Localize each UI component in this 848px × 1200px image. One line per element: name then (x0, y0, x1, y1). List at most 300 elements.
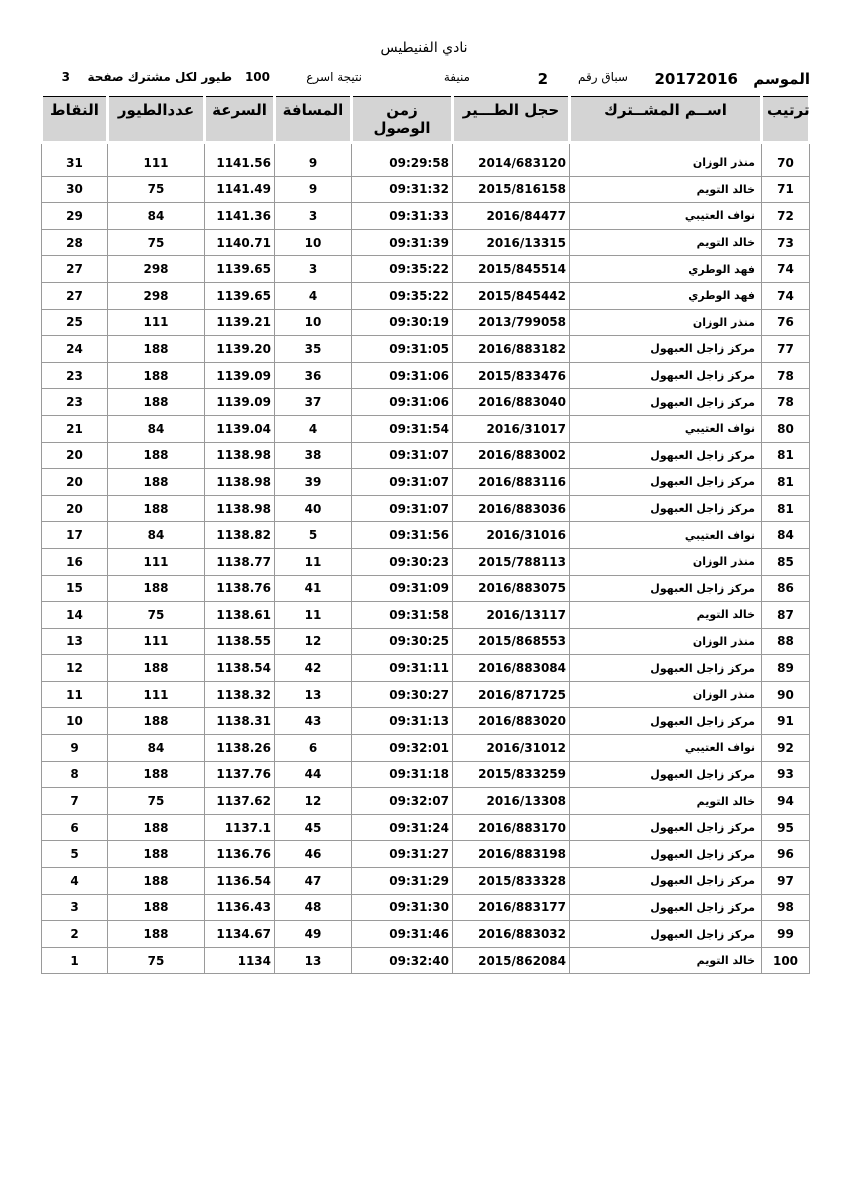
points-cell: 4 (42, 868, 108, 895)
season-label: الموسم (753, 70, 810, 88)
table-row (42, 602, 810, 629)
arrival-time-cell: 09:31:46 (352, 921, 453, 948)
points-cell: 17 (42, 522, 108, 549)
race-meta (40, 70, 810, 92)
rank-cell: 72 (762, 203, 810, 230)
arrival-time-cell: 09:31:05 (352, 336, 453, 363)
arrival-time-cell: 09:31:06 (352, 362, 453, 389)
speed-cell: 1136.76 (205, 841, 275, 868)
table-row (42, 681, 810, 708)
member-name-cell: مركز زاجل العبهول (570, 894, 762, 921)
bird-count-cell: 75 (108, 176, 205, 203)
speed-cell: 1138.98 (205, 442, 275, 469)
member-name-cell: مركز زاجل العبهول (570, 655, 762, 682)
col-points: النقاط (42, 97, 108, 143)
points-cell: 15 (42, 575, 108, 602)
ring-cell: 2015/788113 (453, 548, 570, 575)
race-number: 2 (537, 70, 548, 88)
rank-cell: 74 (762, 282, 810, 309)
points-cell: 20 (42, 442, 108, 469)
rank-cell: 96 (762, 841, 810, 868)
arrival-time-cell: 09:30:25 (352, 628, 453, 655)
arrival-time-cell: 09:31:32 (352, 176, 453, 203)
ring-cell: 2016/883040 (453, 389, 570, 416)
distance-cell: 39 (275, 469, 352, 496)
bird-count-cell: 75 (108, 788, 205, 815)
ring-cell: 2016/13308 (453, 788, 570, 815)
table-row (42, 442, 810, 469)
rank-cell: 98 (762, 894, 810, 921)
col-distance: المسافة (275, 97, 352, 143)
ring-cell: 2015/833476 (453, 362, 570, 389)
speed-cell: 1141.49 (205, 176, 275, 203)
bird-count-cell: 188 (108, 841, 205, 868)
bird-count-cell: 111 (108, 628, 205, 655)
rank-cell: 70 (762, 143, 810, 177)
member-name-cell: نواف العتيبي (570, 415, 762, 442)
member-name-cell: خالد التويم (570, 176, 762, 203)
ring-cell: 2015/833328 (453, 868, 570, 895)
arrival-time-cell: 09:32:01 (352, 735, 453, 762)
table-row (42, 868, 810, 895)
col-bird-count: عددالطيور (108, 97, 205, 143)
points-cell: 13 (42, 628, 108, 655)
speed-cell: 1141.56 (205, 143, 275, 177)
member-name-cell: منذر الوزان (570, 628, 762, 655)
arrival-time-cell: 09:31:54 (352, 415, 453, 442)
rank-cell: 87 (762, 602, 810, 629)
rank-cell: 90 (762, 681, 810, 708)
ring-cell: 2016/84477 (453, 203, 570, 230)
rank-cell: 91 (762, 708, 810, 735)
points-cell: 24 (42, 336, 108, 363)
speed-cell: 1138.77 (205, 548, 275, 575)
arrival-time-cell: 09:30:19 (352, 309, 453, 336)
speed-cell: 1136.54 (205, 868, 275, 895)
table-row (42, 143, 810, 177)
member-name-cell: نواف العتيبي (570, 735, 762, 762)
bird-count-cell: 188 (108, 362, 205, 389)
points-cell: 7 (42, 788, 108, 815)
rank-cell: 89 (762, 655, 810, 682)
distance-cell: 11 (275, 602, 352, 629)
rank-cell: 95 (762, 814, 810, 841)
table-row (42, 229, 810, 256)
member-name-cell: خالد التويم (570, 602, 762, 629)
rank-cell: 81 (762, 469, 810, 496)
member-name-cell: مركز زاجل العبهول (570, 362, 762, 389)
speed-cell: 1138.32 (205, 681, 275, 708)
arrival-time-cell: 09:30:23 (352, 548, 453, 575)
points-cell: 6 (42, 814, 108, 841)
points-cell: 11 (42, 681, 108, 708)
rank-cell: 97 (762, 868, 810, 895)
col-ring: حجل الطـــير (453, 97, 570, 143)
rank-cell: 77 (762, 336, 810, 363)
distance-cell: 46 (275, 841, 352, 868)
bird-count-cell: 111 (108, 309, 205, 336)
distance-cell: 45 (275, 814, 352, 841)
arrival-time-cell: 09:31:24 (352, 814, 453, 841)
ring-cell: 2013/799058 (453, 309, 570, 336)
arrival-time-cell: 09:31:33 (352, 203, 453, 230)
points-cell: 29 (42, 203, 108, 230)
bird-count-cell: 188 (108, 814, 205, 841)
bird-count-cell: 188 (108, 868, 205, 895)
arrival-time-cell: 09:32:40 (352, 947, 453, 974)
arrival-time-cell: 09:35:22 (352, 282, 453, 309)
speed-cell: 1137.1 (205, 814, 275, 841)
speed-cell: 1134.67 (205, 921, 275, 948)
member-name-cell: مركز زاجل العبهول (570, 575, 762, 602)
distance-cell: 49 (275, 921, 352, 948)
bird-count-cell: 188 (108, 655, 205, 682)
speed-cell: 1139.09 (205, 362, 275, 389)
arrival-time-cell: 09:31:06 (352, 389, 453, 416)
page-number: 3 (61, 70, 70, 84)
distance-cell: 12 (275, 788, 352, 815)
rank-cell: 84 (762, 522, 810, 549)
rank-cell: 78 (762, 362, 810, 389)
points-cell: 20 (42, 495, 108, 522)
member-name-cell: مركز زاجل العبهول (570, 336, 762, 363)
rank-cell: 85 (762, 548, 810, 575)
bird-count-cell: 188 (108, 495, 205, 522)
distance-cell: 12 (275, 628, 352, 655)
bird-count-cell: 111 (108, 143, 205, 177)
table-row (42, 575, 810, 602)
table-row (42, 336, 810, 363)
ring-cell: 2016/883177 (453, 894, 570, 921)
speed-cell: 1139.09 (205, 389, 275, 416)
speed-cell: 1139.04 (205, 415, 275, 442)
bird-count-cell: 75 (108, 947, 205, 974)
rank-cell: 94 (762, 788, 810, 815)
speed-cell: 1138.31 (205, 708, 275, 735)
arrival-time-cell: 09:31:09 (352, 575, 453, 602)
points-cell: 8 (42, 761, 108, 788)
arrival-time-cell: 09:31:29 (352, 868, 453, 895)
distance-cell: 5 (275, 522, 352, 549)
table-row (42, 814, 810, 841)
arrival-time-cell: 09:31:56 (352, 522, 453, 549)
bird-count-cell: 84 (108, 203, 205, 230)
arrival-time-cell: 09:31:27 (352, 841, 453, 868)
table-row (42, 176, 810, 203)
bird-count-cell: 188 (108, 389, 205, 416)
ring-cell: 2016/883170 (453, 814, 570, 841)
table-row (42, 256, 810, 283)
member-name-cell: خالد التويم (570, 788, 762, 815)
col-arrival-time: زمن الوصول (352, 97, 453, 143)
location: منيفة (443, 70, 470, 84)
results-table (40, 96, 811, 974)
distance-cell: 4 (275, 415, 352, 442)
ring-cell: 2015/845442 (453, 282, 570, 309)
speed-cell: 1137.62 (205, 788, 275, 815)
bird-count-cell: 111 (108, 681, 205, 708)
ring-cell: 2016/13315 (453, 229, 570, 256)
col-rank: ترتيب (762, 97, 810, 143)
race-label: سباق رقم (578, 70, 628, 84)
ring-cell: 2016/883002 (453, 442, 570, 469)
speed-cell: 1134 (205, 947, 275, 974)
distance-cell: 3 (275, 203, 352, 230)
points-cell: 5 (42, 841, 108, 868)
arrival-time-cell: 09:31:13 (352, 708, 453, 735)
speed-cell: 1138.98 (205, 469, 275, 496)
speed-cell: 1139.65 (205, 256, 275, 283)
table-row (42, 788, 810, 815)
speed-cell: 1137.76 (205, 761, 275, 788)
bird-count-cell: 84 (108, 735, 205, 762)
fastest-count: 100 (244, 70, 270, 84)
ring-cell: 2014/683120 (453, 143, 570, 177)
arrival-time-cell: 09:31:58 (352, 602, 453, 629)
speed-cell: 1138.82 (205, 522, 275, 549)
points-cell: 20 (42, 469, 108, 496)
member-name-cell: نواف العتيبي (570, 203, 762, 230)
ring-cell: 2015/868553 (453, 628, 570, 655)
speed-cell: 1136.43 (205, 894, 275, 921)
table-row (42, 548, 810, 575)
ring-cell: 2016/883116 (453, 469, 570, 496)
table-row (42, 841, 810, 868)
speed-cell: 1138.55 (205, 628, 275, 655)
points-cell: 30 (42, 176, 108, 203)
points-cell: 2 (42, 921, 108, 948)
speed-cell: 1138.76 (205, 575, 275, 602)
member-name-cell: فهد الوطري (570, 282, 762, 309)
points-cell: 1 (42, 947, 108, 974)
table-header-row (42, 97, 810, 143)
ring-cell: 2016/31016 (453, 522, 570, 549)
table-row (42, 469, 810, 496)
rank-cell: 92 (762, 735, 810, 762)
distance-cell: 3 (275, 256, 352, 283)
ring-cell: 2016/883032 (453, 921, 570, 948)
points-cell: 10 (42, 708, 108, 735)
member-name-cell: مركز زاجل العبهول (570, 921, 762, 948)
points-cell: 27 (42, 282, 108, 309)
bird-count-cell: 111 (108, 548, 205, 575)
speed-cell: 1138.54 (205, 655, 275, 682)
arrival-time-cell: 09:31:07 (352, 442, 453, 469)
distance-cell: 35 (275, 336, 352, 363)
bird-count-cell: 188 (108, 708, 205, 735)
distance-cell: 4 (275, 282, 352, 309)
points-cell: 16 (42, 548, 108, 575)
ring-cell: 2016/883182 (453, 336, 570, 363)
arrival-time-cell: 09:29:58 (352, 143, 453, 177)
ring-cell: 2015/862084 (453, 947, 570, 974)
rank-cell: 86 (762, 575, 810, 602)
table-row (42, 522, 810, 549)
points-cell: 31 (42, 143, 108, 177)
ring-cell: 2016/31017 (453, 415, 570, 442)
rank-cell: 74 (762, 256, 810, 283)
ring-cell: 2016/871725 (453, 681, 570, 708)
points-cell: 23 (42, 389, 108, 416)
bird-count-cell: 188 (108, 761, 205, 788)
bird-count-cell: 298 (108, 256, 205, 283)
distance-cell: 36 (275, 362, 352, 389)
speed-cell: 1141.36 (205, 203, 275, 230)
season-value: 20172016 (654, 70, 738, 88)
table-row (42, 495, 810, 522)
table-row (42, 628, 810, 655)
distance-cell: 42 (275, 655, 352, 682)
speed-cell: 1138.98 (205, 495, 275, 522)
rank-cell: 81 (762, 442, 810, 469)
table-row (42, 203, 810, 230)
arrival-time-cell: 09:31:07 (352, 469, 453, 496)
member-name-cell: خالد التويم (570, 947, 762, 974)
col-speed: السرعة (205, 97, 275, 143)
distance-cell: 41 (275, 575, 352, 602)
points-cell: 3 (42, 894, 108, 921)
member-name-cell: فهد الوطري (570, 256, 762, 283)
bird-count-cell: 84 (108, 522, 205, 549)
rank-cell: 81 (762, 495, 810, 522)
table-row (42, 894, 810, 921)
rank-cell: 78 (762, 389, 810, 416)
points-cell: 12 (42, 655, 108, 682)
points-cell: 9 (42, 735, 108, 762)
member-name-cell: خالد التويم (570, 229, 762, 256)
col-member-name: اســم المشــترك (570, 97, 762, 143)
member-name-cell: مركز زاجل العبهول (570, 389, 762, 416)
points-cell: 28 (42, 229, 108, 256)
distance-cell: 38 (275, 442, 352, 469)
member-name-cell: منذر الوزان (570, 548, 762, 575)
club-title: نادي الفنيطيس (380, 40, 468, 56)
ring-cell: 2016/883036 (453, 495, 570, 522)
arrival-time-cell: 09:31:39 (352, 229, 453, 256)
table-row (42, 735, 810, 762)
member-name-cell: منذر الوزان (570, 143, 762, 177)
arrival-time-cell: 09:31:11 (352, 655, 453, 682)
bird-count-cell: 75 (108, 602, 205, 629)
bird-count-cell: 188 (108, 336, 205, 363)
bird-count-cell: 188 (108, 469, 205, 496)
table-row (42, 655, 810, 682)
speed-cell: 1140.71 (205, 229, 275, 256)
speed-cell: 1138.26 (205, 735, 275, 762)
table-row (42, 761, 810, 788)
table-row (42, 362, 810, 389)
rank-cell: 80 (762, 415, 810, 442)
rank-cell: 73 (762, 229, 810, 256)
member-name-cell: مركز زاجل العبهول (570, 708, 762, 735)
ring-cell: 2016/883020 (453, 708, 570, 735)
rank-cell: 88 (762, 628, 810, 655)
arrival-time-cell: 09:31:07 (352, 495, 453, 522)
distance-cell: 47 (275, 868, 352, 895)
arrival-time-cell: 09:35:22 (352, 256, 453, 283)
ring-cell: 2016/883198 (453, 841, 570, 868)
bird-count-cell: 188 (108, 921, 205, 948)
member-name-cell: مركز زاجل العبهول (570, 442, 762, 469)
per-member-label: طيور لكل مشترك صفحة (87, 70, 232, 84)
bird-count-cell: 298 (108, 282, 205, 309)
points-cell: 21 (42, 415, 108, 442)
arrival-time-cell: 09:31:30 (352, 894, 453, 921)
member-name-cell: مركز زاجل العبهول (570, 814, 762, 841)
member-name-cell: منذر الوزان (570, 681, 762, 708)
member-name-cell: نواف العتيبي (570, 522, 762, 549)
distance-cell: 13 (275, 947, 352, 974)
distance-cell: 13 (275, 681, 352, 708)
bird-count-cell: 188 (108, 442, 205, 469)
table-row (42, 708, 810, 735)
bird-count-cell: 188 (108, 575, 205, 602)
rank-cell: 100 (762, 947, 810, 974)
speed-cell: 1139.20 (205, 336, 275, 363)
distance-cell: 44 (275, 761, 352, 788)
ring-cell: 2015/845514 (453, 256, 570, 283)
ring-cell: 2016/883075 (453, 575, 570, 602)
member-name-cell: مركز زاجل العبهول (570, 469, 762, 496)
distance-cell: 37 (275, 389, 352, 416)
rank-cell: 93 (762, 761, 810, 788)
distance-cell: 10 (275, 229, 352, 256)
ring-cell: 2015/816158 (453, 176, 570, 203)
bird-count-cell: 84 (108, 415, 205, 442)
ring-cell: 2015/833259 (453, 761, 570, 788)
ring-cell: 2016/13117 (453, 602, 570, 629)
ring-cell: 2016/31012 (453, 735, 570, 762)
member-name-cell: منذر الوزان (570, 309, 762, 336)
fastest-label: نتيجة اسرع (306, 70, 362, 84)
table-row (42, 921, 810, 948)
arrival-time-cell: 09:30:27 (352, 681, 453, 708)
points-cell: 14 (42, 602, 108, 629)
points-cell: 23 (42, 362, 108, 389)
member-name-cell: مركز زاجل العبهول (570, 761, 762, 788)
distance-cell: 48 (275, 894, 352, 921)
bird-count-cell: 188 (108, 894, 205, 921)
table-row (42, 415, 810, 442)
member-name-cell: مركز زاجل العبهول (570, 868, 762, 895)
speed-cell: 1139.21 (205, 309, 275, 336)
member-name-cell: مركز زاجل العبهول (570, 841, 762, 868)
distance-cell: 43 (275, 708, 352, 735)
points-cell: 27 (42, 256, 108, 283)
distance-cell: 10 (275, 309, 352, 336)
speed-cell: 1139.65 (205, 282, 275, 309)
table-row (42, 309, 810, 336)
member-name-cell: مركز زاجل العبهول (570, 495, 762, 522)
distance-cell: 11 (275, 548, 352, 575)
distance-cell: 6 (275, 735, 352, 762)
ring-cell: 2016/883084 (453, 655, 570, 682)
rank-cell: 76 (762, 309, 810, 336)
distance-cell: 40 (275, 495, 352, 522)
rank-cell: 99 (762, 921, 810, 948)
distance-cell: 9 (275, 143, 352, 177)
distance-cell: 9 (275, 176, 352, 203)
speed-cell: 1138.61 (205, 602, 275, 629)
table-row (42, 389, 810, 416)
points-cell: 25 (42, 309, 108, 336)
arrival-time-cell: 09:32:07 (352, 788, 453, 815)
arrival-time-cell: 09:31:18 (352, 761, 453, 788)
table-row (42, 282, 810, 309)
rank-cell: 71 (762, 176, 810, 203)
bird-count-cell: 75 (108, 229, 205, 256)
table-row (42, 947, 810, 974)
